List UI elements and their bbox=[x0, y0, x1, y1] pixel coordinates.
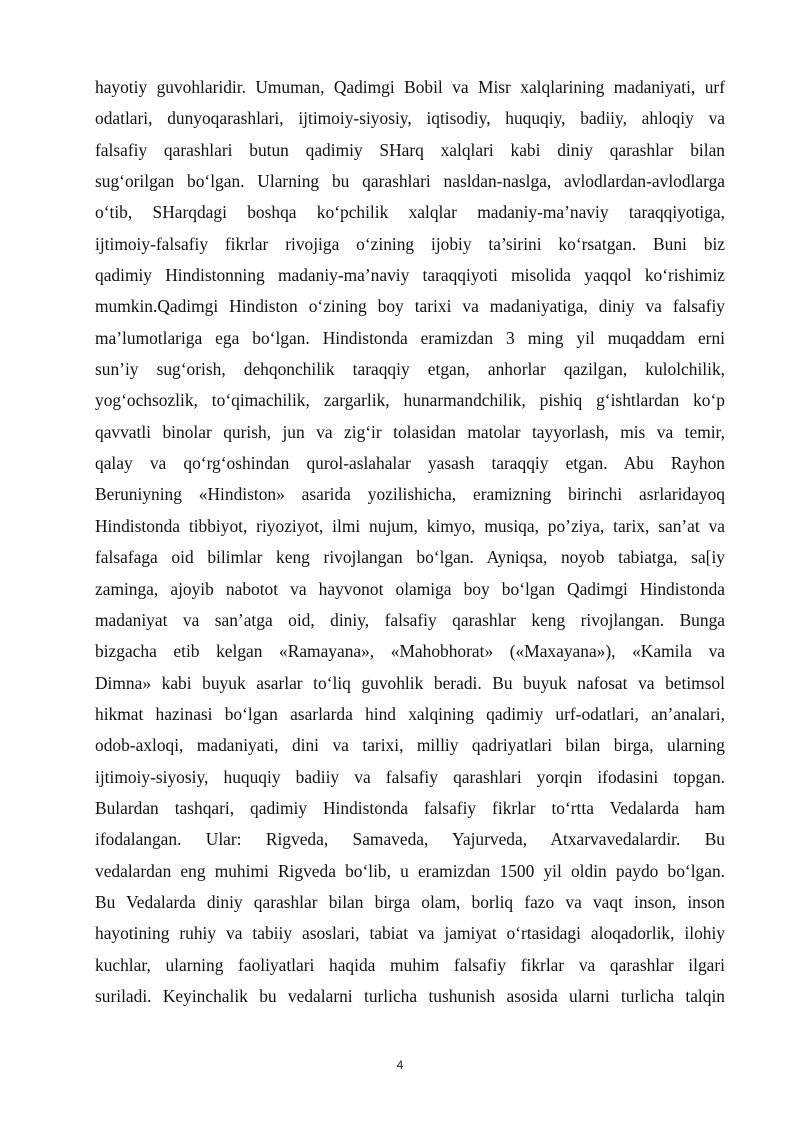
text-line: Dimna» kabi buyuk asarlar to‘liq guvohlik beradi. Bu buyuk nafosat va betimsol bbox=[95, 672, 725, 693]
text-line: zaminga, ajoyib nabotot va hayvonot olamiga boy bo‘lgan Qadimgi Hindistonda bbox=[95, 578, 725, 599]
text-line: odob-axloqi, madaniyati, dini va tarixi, milliy qadriyatlari bilan birga, ularning bbox=[95, 735, 725, 756]
text-line: qalay va qo‘rg‘oshindan qurol-aslahalar yasash taraqqiy etgan. Abu Rayhon bbox=[95, 453, 725, 474]
text-line: sun’iy sug‘orish, dehqonchilik taraqqiy etgan, anhorlar qazilgan, kulolchilik, bbox=[95, 359, 725, 380]
text-line: falsafiy qarashlari butun qadimiy SHarq xalqlari kabi diniy qarashlar bilan bbox=[95, 139, 725, 160]
text-line: Beruniyning «Hindiston» asarida yozilishicha, eramizning birinchi asrlaridayoq bbox=[95, 484, 725, 505]
text-line: bizgacha etib kelgan «Ramayana», «Mahobhorat» («Maxayana»), «Kamila va bbox=[95, 641, 725, 662]
text-line: madaniyat va san’atga oid, diniy, falsafiy qarashlar keng rivojlangan. Bunga bbox=[95, 609, 725, 630]
text-line: hayotining ruhiy va tabiiy asoslari, tabiat va jamiyat o‘rtasidagi aloqadorlik, ilohiy bbox=[95, 923, 725, 944]
text-line: vedalardan eng muhimi Rigveda bo‘lib, u eramizdan 1500 yil oldin paydo bo‘lgan. bbox=[95, 860, 725, 881]
text-line: ijtimoiy-falsafiy fikrlar rivojiga o‘zining ijobiy ta’sirini ko‘rsatgan. Buni biz bbox=[95, 233, 725, 254]
text-line: sug‘orilgan bo‘lgan. Ularning bu qarashlari nasldan-naslga, avlodlardan-avlodlarga bbox=[95, 171, 725, 192]
text-line: ma’lumotlariga ega bo‘lgan. Hindistonda eramizdan 3 ming yil muqaddam erni bbox=[95, 327, 725, 348]
text-line: mumkin.Qadimgi Hindiston o‘zining boy tarixi va madaniyatiga, diniy va falsafiy bbox=[95, 296, 725, 317]
text-line: Bulardan tashqari, qadimiy Hindistonda falsafiy fikrlar to‘rtta Vedalarda ham bbox=[95, 797, 725, 818]
page-number: 4 bbox=[396, 1058, 404, 1072]
text-line: ifodalangan. Ular: Rigveda, Samaveda, Yajurveda, Atxarvavedalardir. Bu bbox=[95, 829, 725, 850]
text-line: falsafaga oid bilimlar keng rivojlangan bo‘lgan. Ayniqsa, noyob tabiatga, sa[iy bbox=[95, 547, 725, 568]
text-line: Hindistonda tibbiyot, riyoziyot, ilmi nujum, kimyo, musiqa, po’ziya, tarix, san’at va bbox=[95, 515, 725, 536]
text-line: ijtimoiy-siyosiy, huquqiy badiiy va falsafiy qarashlari yorqin ifodasini topgan. bbox=[95, 766, 725, 787]
text-line: Bu Vedalarda diniy qarashlar bilan birga olam, borliq fazo va vaqt inson, inson bbox=[95, 891, 725, 912]
text-line: hikmat hazinasi bo‘lgan asarlarda hind xalqining qadimiy urf-odatlari, an’analari, bbox=[95, 703, 725, 724]
text-line: yog‘ochsozlik, to‘qimachilik, zargarlik, hunarmandchilik, pishiq g‘ishtlardan ko‘p bbox=[95, 390, 725, 411]
text-line: qadimiy Hindistonning madaniy-ma’naviy taraqqiyoti misolida yaqqol ko‘rishimiz bbox=[95, 265, 725, 286]
body-text bbox=[95, 72, 725, 1012]
text-line: odatlari, dunyoqarashlari, ijtimoiy-siyosiy, iqtisodiy, huquqiy, badiiy, ahloqiy va bbox=[95, 108, 725, 129]
text-line: suriladi. Keyinchalik bu vedalarni turlicha tushunish asosida ularni turlicha talqin bbox=[95, 985, 725, 1006]
text-line: o‘tib, SHarqdagi boshqa ko‘pchilik xalqlar madaniy-ma’naviy taraqqiyotiga, bbox=[95, 202, 725, 223]
text-line: kuchlar, ularning faoliyatlari haqida muhim falsafiy fikrlar va qarashlar ilgari bbox=[95, 954, 725, 975]
text-line: hayotiy guvohlaridir. Umuman, Qadimgi Bobil va Misr xalqlarining madaniyati, urf bbox=[95, 77, 725, 97]
text-line: qavvatli binolar qurish, jun va zig‘ir tolasidan matolar tayyorlash, mis va temir, bbox=[95, 421, 725, 442]
